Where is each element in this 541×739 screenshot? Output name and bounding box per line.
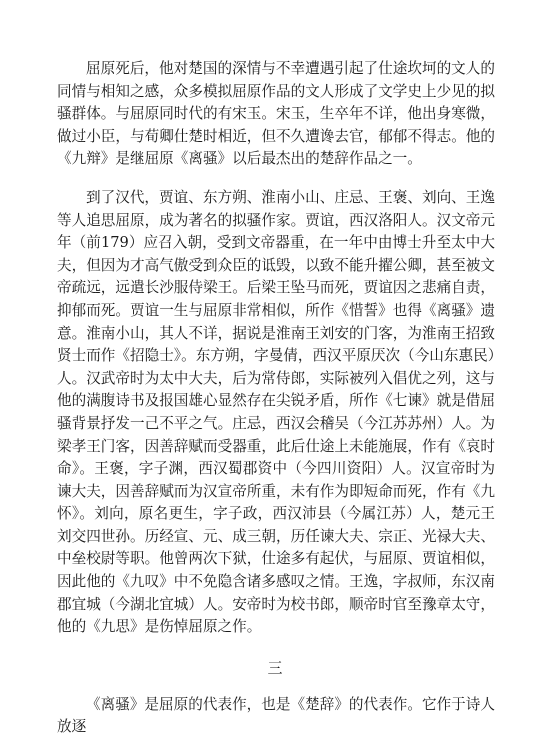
section-heading: 三 [267, 658, 285, 677]
body-paragraph: 屈原死后，他对楚国的深情与不幸遭遇引起了仕途坎坷的文人的同情与相知之感，众多模拟屈原作品的文人形成了文学史上少见的拟骚群体。与屈原同时代的有宋玉。宋玉，生卒年不详，他出身寒微，做过小臣，与荀卿仕楚时相近，但不久遭谗去官，郁郁不得志。他的《九辩》是继屈原《离骚》以后最杰出的楚辞作品之一。 [57, 60, 495, 168]
document-page [57, 58, 495, 739]
body-paragraph: 《离骚》是屈原的代表作，也是《楚辞》的代表作。它作于诗人放逐 [57, 695, 495, 736]
body-paragraph: 到了汉代，贾谊、东方朔、淮南小山、庄忌、王褒、刘向、王逸等人追思屈原，成为著名的拟骚作家。贾谊，西汉洛阳人。汉文帝元年（前179）应召入朝，受到文帝器重，在一年中由博士升至太中大夫，但因为才高气傲受到众臣的诋毁，以致不能升擢公卿，甚至被文帝疏远，远遣长沙服侍梁王。后梁王坠马而死，贾谊因之悲痛自责，抑郁而死。贾谊一生与屈原非常相似，所作《惜誓》也得《离骚》遗意。淮南小山，其人不详，据说是淮南王刘安的门客，为淮南王招致贤士而作《招隐士》。东方朔，字曼倩，西汉平原厌次（今山东惠民）人。汉武帝时为太中大夫，后为常侍郎，实际被列入倡优之列，这与他的满腹诗书及报国雄心显然存在尖锐矛盾，所作《七谏》就是借屈骚背景抒发一己不平之气。庄忌，西汉会稽吴（今江苏苏州）人。为梁孝王门客，因善辞赋而受器重，此后仕途上未能施展，作有《哀时命》。王褒，字子渊，西汉蜀郡资中（今四川资阳）人。汉宣帝时为谏大夫，因善辞赋而为汉宣帝所重，未有作为即短命而死，作有《九怀》。刘向，原名更生，字子政，西汉沛县（今属江苏）人，楚元王刘交四世孙。历经宣、元、成三朝，历任谏大夫、宗正、光禄大夫、中垒校尉等职。他曾两次下狱，仕途多有起伏，与屈原、贾谊相似，因此他的《九叹》中不免隐含诸多感叹之情。王逸，字叔师，东汉南郡宜城（今湖北宜城）人。安帝时为校书郎，顺帝时官至豫章太守，他的《九思》是伤悼屈原之作。 [57, 188, 495, 636]
paragraph-spacer [57, 171, 495, 187]
